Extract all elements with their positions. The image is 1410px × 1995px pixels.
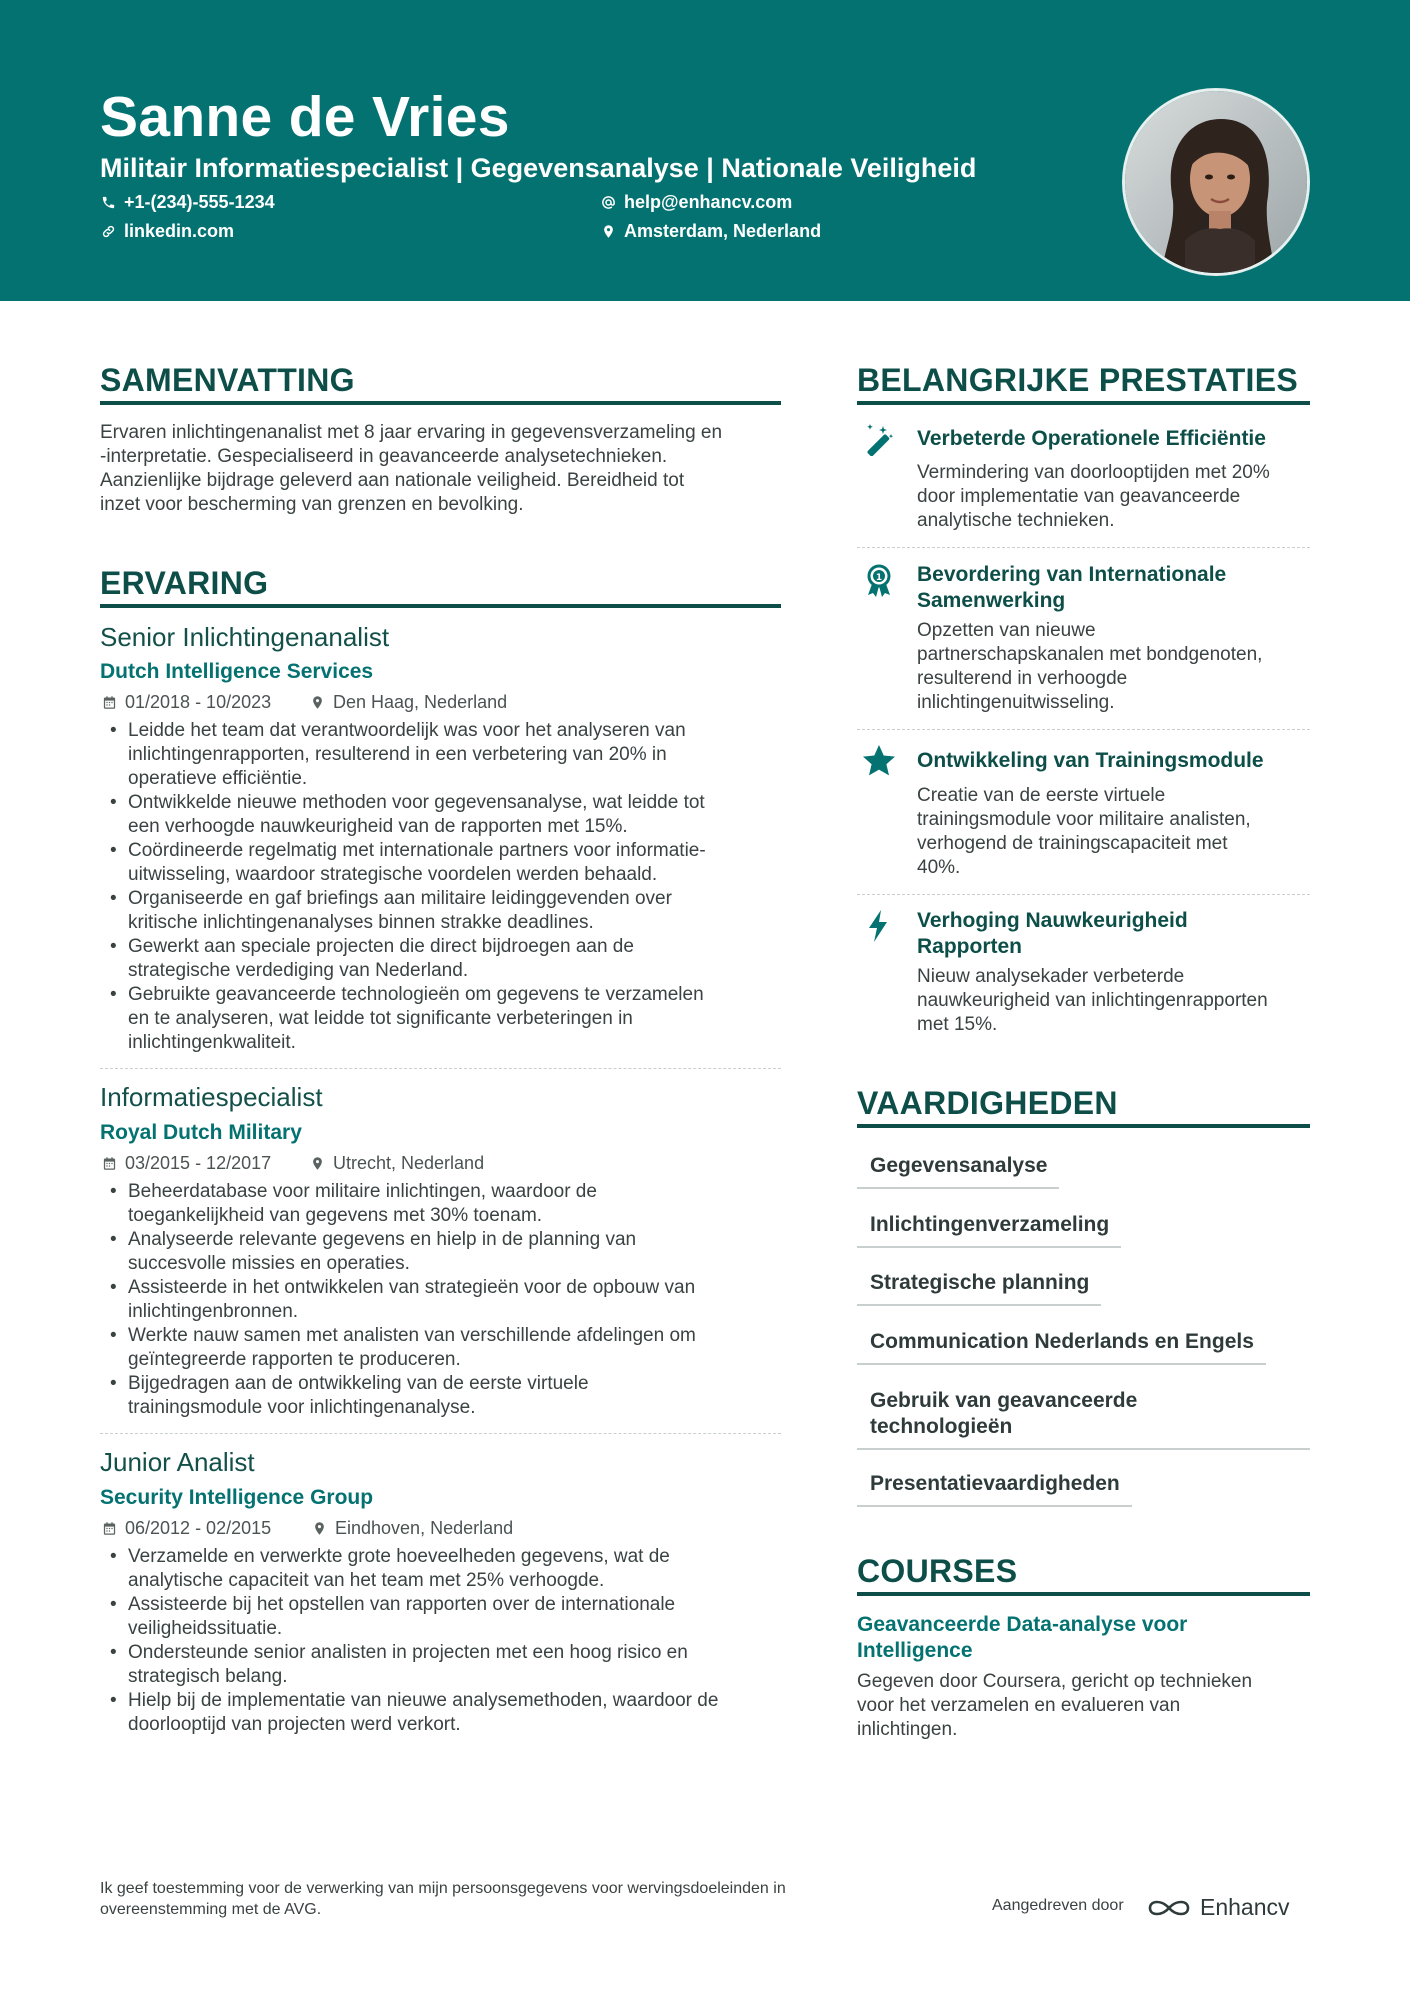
location-pin-icon bbox=[312, 1521, 327, 1536]
job-dates-text: 01/2018 - 10/2023 bbox=[125, 692, 272, 712]
job-divider bbox=[100, 1068, 781, 1069]
experience-title: ERVARING bbox=[100, 565, 269, 601]
job-role: Senior Inlichtingenanalist bbox=[100, 622, 390, 652]
achievement-title: Bevordering van Internationale Samenwerking bbox=[917, 563, 1227, 612]
job-company: Security Intelligence Group bbox=[100, 1486, 374, 1509]
candidate-name: Sanne de Vries bbox=[100, 85, 510, 149]
linkedin-text[interactable]: linkedin.com bbox=[124, 221, 235, 241]
job-location-text: Den Haag, Nederland bbox=[333, 692, 508, 712]
achievement-desc: Opzetten van nieuwe partnerschapskanalen met bondgenoten, resulterend in verhoogde inlichtingenuitwisseling. bbox=[917, 620, 1263, 713]
link-icon bbox=[100, 224, 116, 240]
summary-rule bbox=[100, 401, 781, 405]
achievement-divider bbox=[857, 894, 1310, 895]
location-pin-icon bbox=[310, 1156, 325, 1171]
header-banner bbox=[0, 0, 1410, 301]
contact-linkedin bbox=[100, 221, 234, 242]
job-dates bbox=[102, 1153, 271, 1174]
magic-wand-icon bbox=[861, 420, 897, 456]
bullet-item: • Werkte nauw samen met analisten van verschillende afdelingen om geïntegreerde rapporten te produceren. bbox=[100, 1324, 790, 1372]
contact-phone bbox=[100, 192, 275, 213]
contact-location bbox=[600, 221, 821, 242]
course-desc: Gegeven door Coursera, gericht op technieken voor het verzamelen en evalueren van inlichtingen. bbox=[857, 1671, 1253, 1740]
job-location bbox=[312, 1518, 513, 1539]
job-divider bbox=[100, 1433, 781, 1434]
consent-text: Ik geef toestemming voor de verwerking van mijn persoonsgegevens voor wervingsdoeleinden in overeenstemming met de AVG. bbox=[100, 1880, 786, 1918]
calendar-icon bbox=[102, 1156, 117, 1171]
profile-photo bbox=[1122, 88, 1310, 276]
job-location-text: Utrecht, Nederland bbox=[333, 1153, 485, 1173]
job-role: Informatiespecialist bbox=[100, 1082, 323, 1112]
bullet-item: • Leidde het team dat verantwoordelijk was voor het analyseren van inlichtingenrapporten, resulterend in een verbetering van 20% in operatieve efficiëntie. bbox=[100, 719, 790, 791]
summary-line: Ervaren inlichtingenanalist met 8 jaar ervaring in gegevensverzameling en bbox=[100, 422, 723, 443]
candidate-headline: Militair Informatiespecialist | Gegevensanalyse | Nationale Veiligheid bbox=[100, 153, 977, 183]
bullet-item: • Coördineerde regelmatig met internationale partners voor informatie- uitwisseling, waardoor strategische voordelen werden behaald. bbox=[100, 839, 790, 887]
summary-title: SAMENVATTING bbox=[100, 362, 355, 398]
bullet-item: • Beheerdatabase voor militaire inlichtingen, waardoor de toegankelijkheid van gegevens met 30% toenam. bbox=[100, 1180, 790, 1228]
bullet-item: • Hielp bij de implementatie van nieuwe analysemethoden, waardoor de doorlooptijd van projecten werd verkort. bbox=[100, 1689, 790, 1737]
achievement-title: Ontwikkeling van Trainingsmodule bbox=[917, 749, 1264, 772]
job-bullets bbox=[100, 1180, 790, 1420]
achievement-title: Verbeterde Operationele Efficiëntie bbox=[917, 427, 1266, 450]
skill-tag: Strategische planning bbox=[857, 1270, 1101, 1306]
location-pin-icon bbox=[600, 224, 616, 240]
bullet-item: • Gewerkt aan speciale projecten die direct bijdroegen aan de strategische verdediging van Nederland. bbox=[100, 935, 790, 983]
job-location-text: Eindhoven, Nederland bbox=[335, 1518, 514, 1538]
contact-email bbox=[600, 192, 792, 213]
job-bullets bbox=[100, 719, 790, 1055]
job-bullets bbox=[100, 1545, 790, 1737]
summary-line: -interpretatie. Gespecialiseerd in geavanceerde analysetechnieken. bbox=[100, 446, 668, 467]
job-dates bbox=[102, 1518, 271, 1539]
courses-rule bbox=[857, 1592, 1310, 1596]
bullet-item: • Analyseerde relevante gegevens en hielp in de planning van succesvolle missies en operaties. bbox=[100, 1228, 790, 1276]
course-title: Geavanceerde Data-analyse voor Intelligence bbox=[857, 1613, 1188, 1662]
bullet-item: • Ondersteunde senior analisten in projecten met een hoog risico en strategisch belang. bbox=[100, 1641, 790, 1689]
achievement-divider bbox=[857, 729, 1310, 730]
skill-tag: Communication Nederlands en Engels bbox=[857, 1329, 1266, 1365]
location-text: Amsterdam, Nederland bbox=[624, 221, 822, 241]
bullet-item: • Organiseerde en gaf briefings aan militaire leidinggevenden over kritische inlichtingenanalyses binnen strakke deadlines. bbox=[100, 887, 790, 935]
email-text[interactable]: help@enhancv.com bbox=[624, 192, 793, 212]
svg-text:1: 1 bbox=[875, 573, 883, 583]
experience-rule bbox=[100, 604, 781, 608]
job-dates-text: 06/2012 - 02/2015 bbox=[125, 1518, 272, 1538]
brand-name: Enhancv bbox=[1200, 1894, 1290, 1920]
enhancv-logo[interactable] bbox=[1146, 1894, 1290, 1921]
achievement-divider bbox=[857, 547, 1310, 548]
achievement-desc: Creatie van de eerste virtuele trainingsmodule voor militaire analisten, verhogend de trainingscapaciteit met 40%. bbox=[917, 785, 1251, 878]
infinity-logo-icon bbox=[1146, 1896, 1192, 1920]
job-role: Junior Analist bbox=[100, 1447, 255, 1477]
phone-icon bbox=[100, 195, 116, 211]
job-location bbox=[310, 1153, 484, 1174]
achievement-desc: Vermindering van doorlooptijden met 20% door implementatie van geavanceerde analytische technieken. bbox=[917, 462, 1270, 531]
lightning-bolt-icon bbox=[861, 908, 897, 944]
bullet-item: • Verzamelde en verwerkte grote hoeveelheden gegevens, wat de analytische capaciteit van het team met 25% verhoogde. bbox=[100, 1545, 790, 1593]
bullet-item: • Gebruikte geavanceerde technologieën om gegevens te verzamelen en te analyseren, wat leidde tot significante verbeteringen in inlichtingenkwaliteit. bbox=[100, 983, 790, 1055]
calendar-icon bbox=[102, 695, 117, 710]
skill-tag: Gegevensanalyse bbox=[857, 1153, 1059, 1189]
achievement-desc: Nieuw analysekader verbeterde nauwkeurigheid van inlichtingenrapporten met 15%. bbox=[917, 966, 1268, 1035]
summary-text bbox=[100, 421, 800, 517]
summary-line: inzet voor bescherming van grenzen en bevolking. bbox=[100, 494, 524, 515]
courses-title: COURSES bbox=[857, 1553, 1018, 1589]
job-location bbox=[310, 692, 507, 713]
bullet-item: • Ontwikkelde nieuwe methoden voor gegevensanalyse, wat leidde tot een verhoogde nauwkeurigheid van de rapporten met 15%. bbox=[100, 791, 790, 839]
job-dates bbox=[102, 692, 271, 713]
achievements-rule bbox=[857, 401, 1310, 405]
job-company: Dutch Intelligence Services bbox=[100, 660, 374, 683]
job-dates-text: 03/2015 - 12/2017 bbox=[125, 1153, 272, 1173]
calendar-icon bbox=[102, 1521, 117, 1536]
summary-line: Aanzienlijke bijdrage geleverd aan nationale veiligheid. Bereidheid tot bbox=[100, 470, 685, 491]
skill-tag: Gebruik van geavanceerde technologieën bbox=[857, 1388, 1310, 1450]
star-icon bbox=[861, 743, 897, 779]
phone-text[interactable]: +1-(234)-555-1234 bbox=[124, 192, 275, 212]
award-ribbon-icon bbox=[861, 562, 897, 598]
achievement-title: Verhoging Nauwkeurigheid Rapporten bbox=[917, 909, 1188, 958]
skill-tag: Inlichtingenverzameling bbox=[857, 1212, 1121, 1248]
skill-tag: Presentatievaardigheden bbox=[857, 1471, 1132, 1507]
bullet-item: • Assisteerde in het ontwikkelen van strategieën voor de opbouw van inlichtingenbronnen. bbox=[100, 1276, 790, 1324]
bullet-item: • Bijgedragen aan de ontwikkeling van de eerste virtuele trainingsmodule voor inlichtingenanalyse. bbox=[100, 1372, 790, 1420]
skills-rule bbox=[857, 1124, 1310, 1128]
job-company: Royal Dutch Military bbox=[100, 1121, 302, 1144]
powered-by-text: Aangedreven door bbox=[992, 1897, 1124, 1914]
at-icon bbox=[600, 195, 616, 211]
location-pin-icon bbox=[310, 695, 325, 710]
skills-title: VAARDIGHEDEN bbox=[857, 1085, 1118, 1121]
achievements-title: BELANGRIJKE PRESTATIES bbox=[857, 362, 1299, 398]
bullet-item: • Assisteerde bij het opstellen van rapporten over de internationale veiligheidssituatie. bbox=[100, 1593, 790, 1641]
